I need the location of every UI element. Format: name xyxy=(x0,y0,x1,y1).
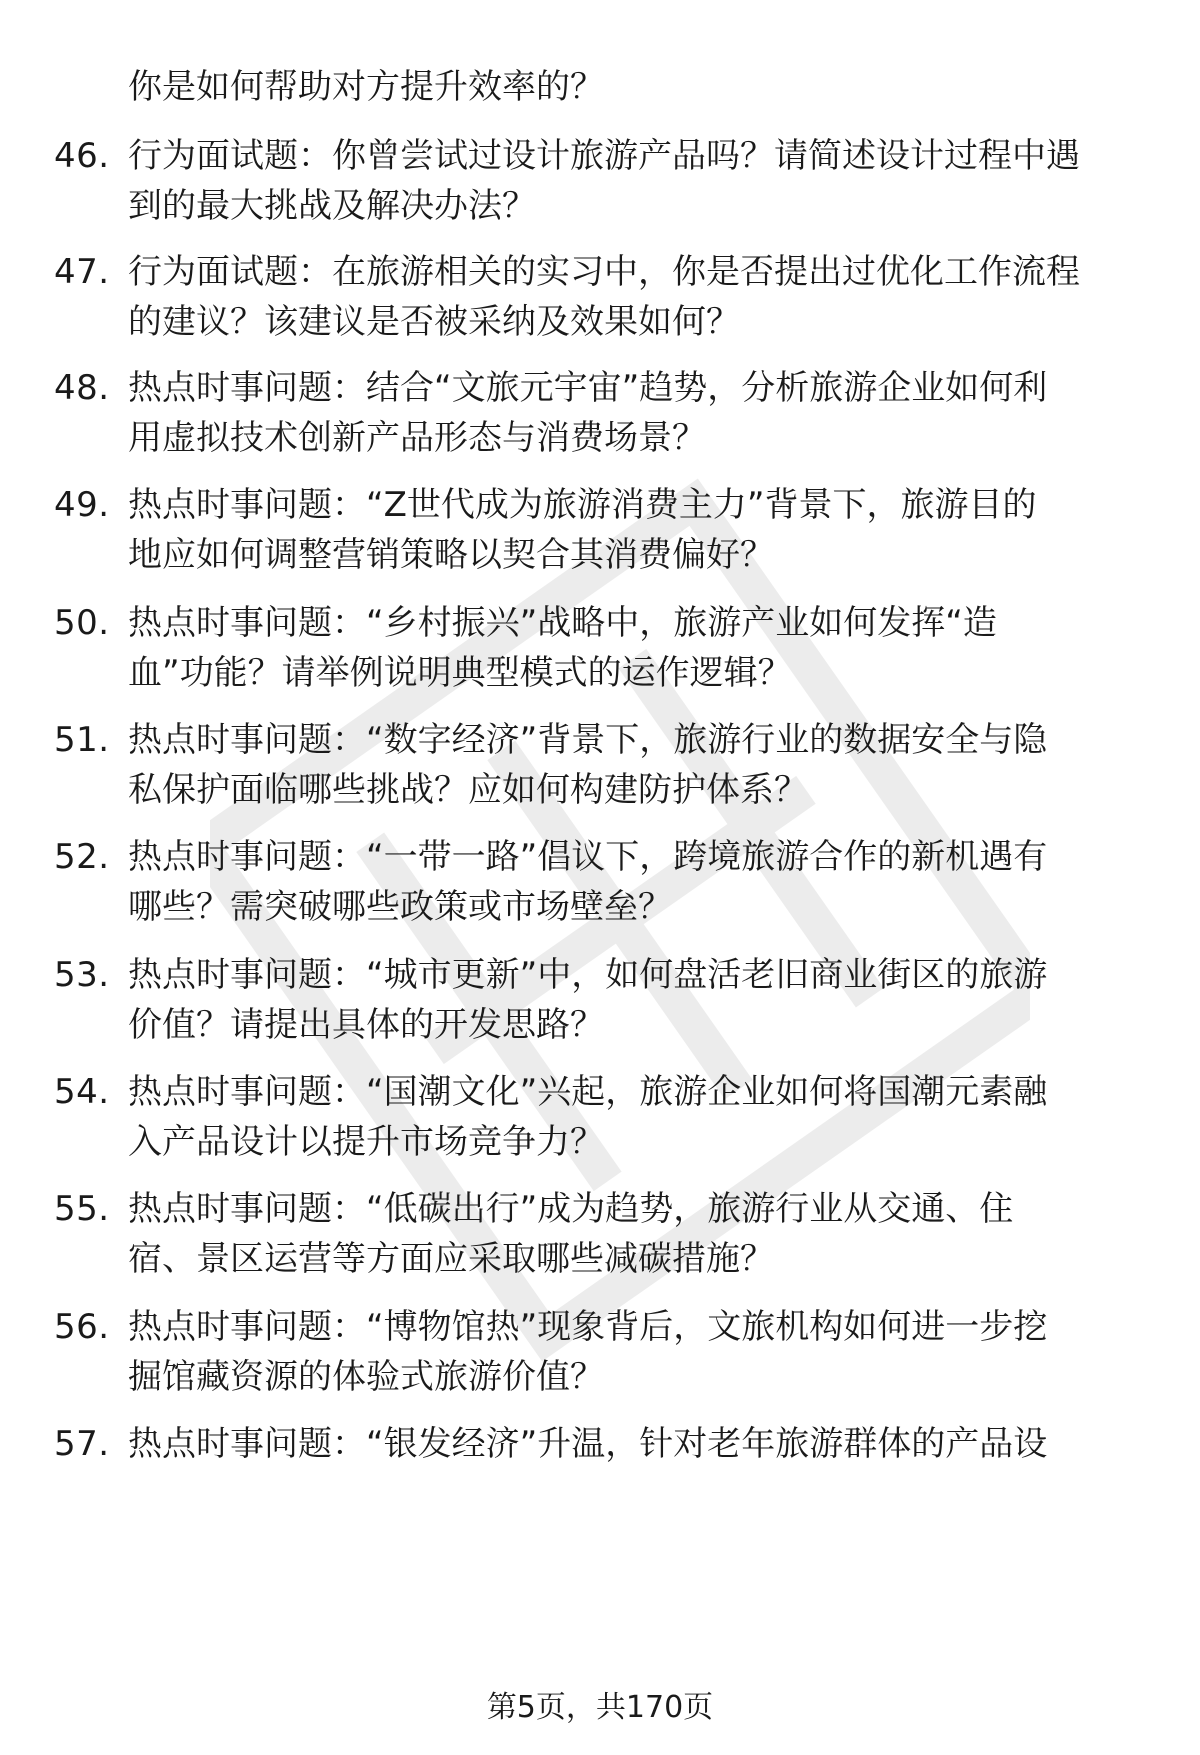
item-line: 热点时事问题：“低碳出行”成为趋势，旅游行业从交通、住 xyxy=(128,1189,1014,1229)
item-line: 热点时事问题：“数字经济”背景下，旅游行业的数据安全与隐 xyxy=(128,720,1048,760)
item-text xyxy=(128,1302,1138,1402)
item-line: 入产品设计以提升市场竞争力？ xyxy=(128,1122,604,1162)
item-text xyxy=(128,715,1138,815)
item-number: 50. xyxy=(54,603,110,643)
item-line: 热点时事问题：“博物馆热”现象背后，文旅机构如何进一步挖 xyxy=(128,1307,1048,1347)
item-number: 49. xyxy=(54,485,110,525)
page-footer: 第5页，共170页 xyxy=(486,1690,714,1725)
item-line: 价值？请提出具体的开发思路？ xyxy=(128,1005,604,1045)
item-line: 地应如何调整营销策略以契合其消费偏好？ xyxy=(128,535,774,575)
item-number: 56. xyxy=(54,1307,110,1347)
item-text xyxy=(128,363,1138,463)
item-text xyxy=(128,1067,1138,1167)
item-line: 热点时事问题：结合“文旅元宇宙”趋势，分析旅游企业如何利 xyxy=(128,368,1048,408)
item-number: 47. xyxy=(54,252,110,292)
item-number: 55. xyxy=(54,1189,110,1229)
item-line: 用虚拟技术创新产品形态与消费场景？ xyxy=(128,418,706,458)
item-line: 哪些？需突破哪些政策或市场壁垒？ xyxy=(128,887,672,927)
item-text xyxy=(128,1184,1138,1284)
item-line: 热点时事问题：“乡村振兴”战略中，旅游产业如何发挥“造 xyxy=(128,603,997,643)
item-number: 51. xyxy=(54,720,110,760)
continuation-line: 你是如何帮助对方提升效率的？ xyxy=(128,67,604,107)
item-line: 的建议？该建议是否被采纳及效果如何？ xyxy=(128,302,740,342)
item-text xyxy=(128,247,1138,347)
item-line: 血”功能？请举例说明典型模式的运作逻辑？ xyxy=(128,653,792,693)
item-text xyxy=(128,832,1138,932)
item-number: 53. xyxy=(54,955,110,995)
item-text xyxy=(128,950,1138,1050)
item-line: 热点时事问题：“银发经济”升温，针对老年旅游群体的产品设 xyxy=(128,1424,1048,1464)
item-line: 行为面试题：在旅游相关的实习中，你是否提出过优化工作流程 xyxy=(128,252,1080,292)
item-number: 46. xyxy=(54,136,110,176)
item-number: 48. xyxy=(54,368,110,408)
item-line: 行为面试题：你曾尝试过设计旅游产品吗？请简述设计过程中遇 xyxy=(128,136,1080,176)
item-number: 54. xyxy=(54,1072,110,1112)
item-line: 热点时事问题：“一带一路”倡议下，跨境旅游合作的新机遇有 xyxy=(128,837,1048,877)
item-line: 宿、景区运营等方面应采取哪些减碳措施？ xyxy=(128,1239,774,1279)
item-text xyxy=(128,1419,1138,1469)
item-line: 热点时事问题：“国潮文化”兴起，旅游企业如何将国潮元素融 xyxy=(128,1072,1048,1112)
item-line: 到的最大挑战及解决办法？ xyxy=(128,186,536,226)
item-line: 热点时事问题：“Z世代成为旅游消费主力”背景下，旅游目的 xyxy=(128,485,1037,525)
item-number: 57. xyxy=(54,1424,110,1464)
item-line: 私保护面临哪些挑战？应如何构建防护体系？ xyxy=(128,770,808,810)
item-text xyxy=(128,131,1138,231)
item-line: 掘馆藏资源的体验式旅游价值？ xyxy=(128,1357,604,1397)
item-line: 热点时事问题：“城市更新”中，如何盘活老旧商业街区的旅游 xyxy=(128,955,1048,995)
item-number: 52. xyxy=(54,837,110,877)
item-text xyxy=(128,480,1138,580)
item-text xyxy=(128,598,1138,698)
